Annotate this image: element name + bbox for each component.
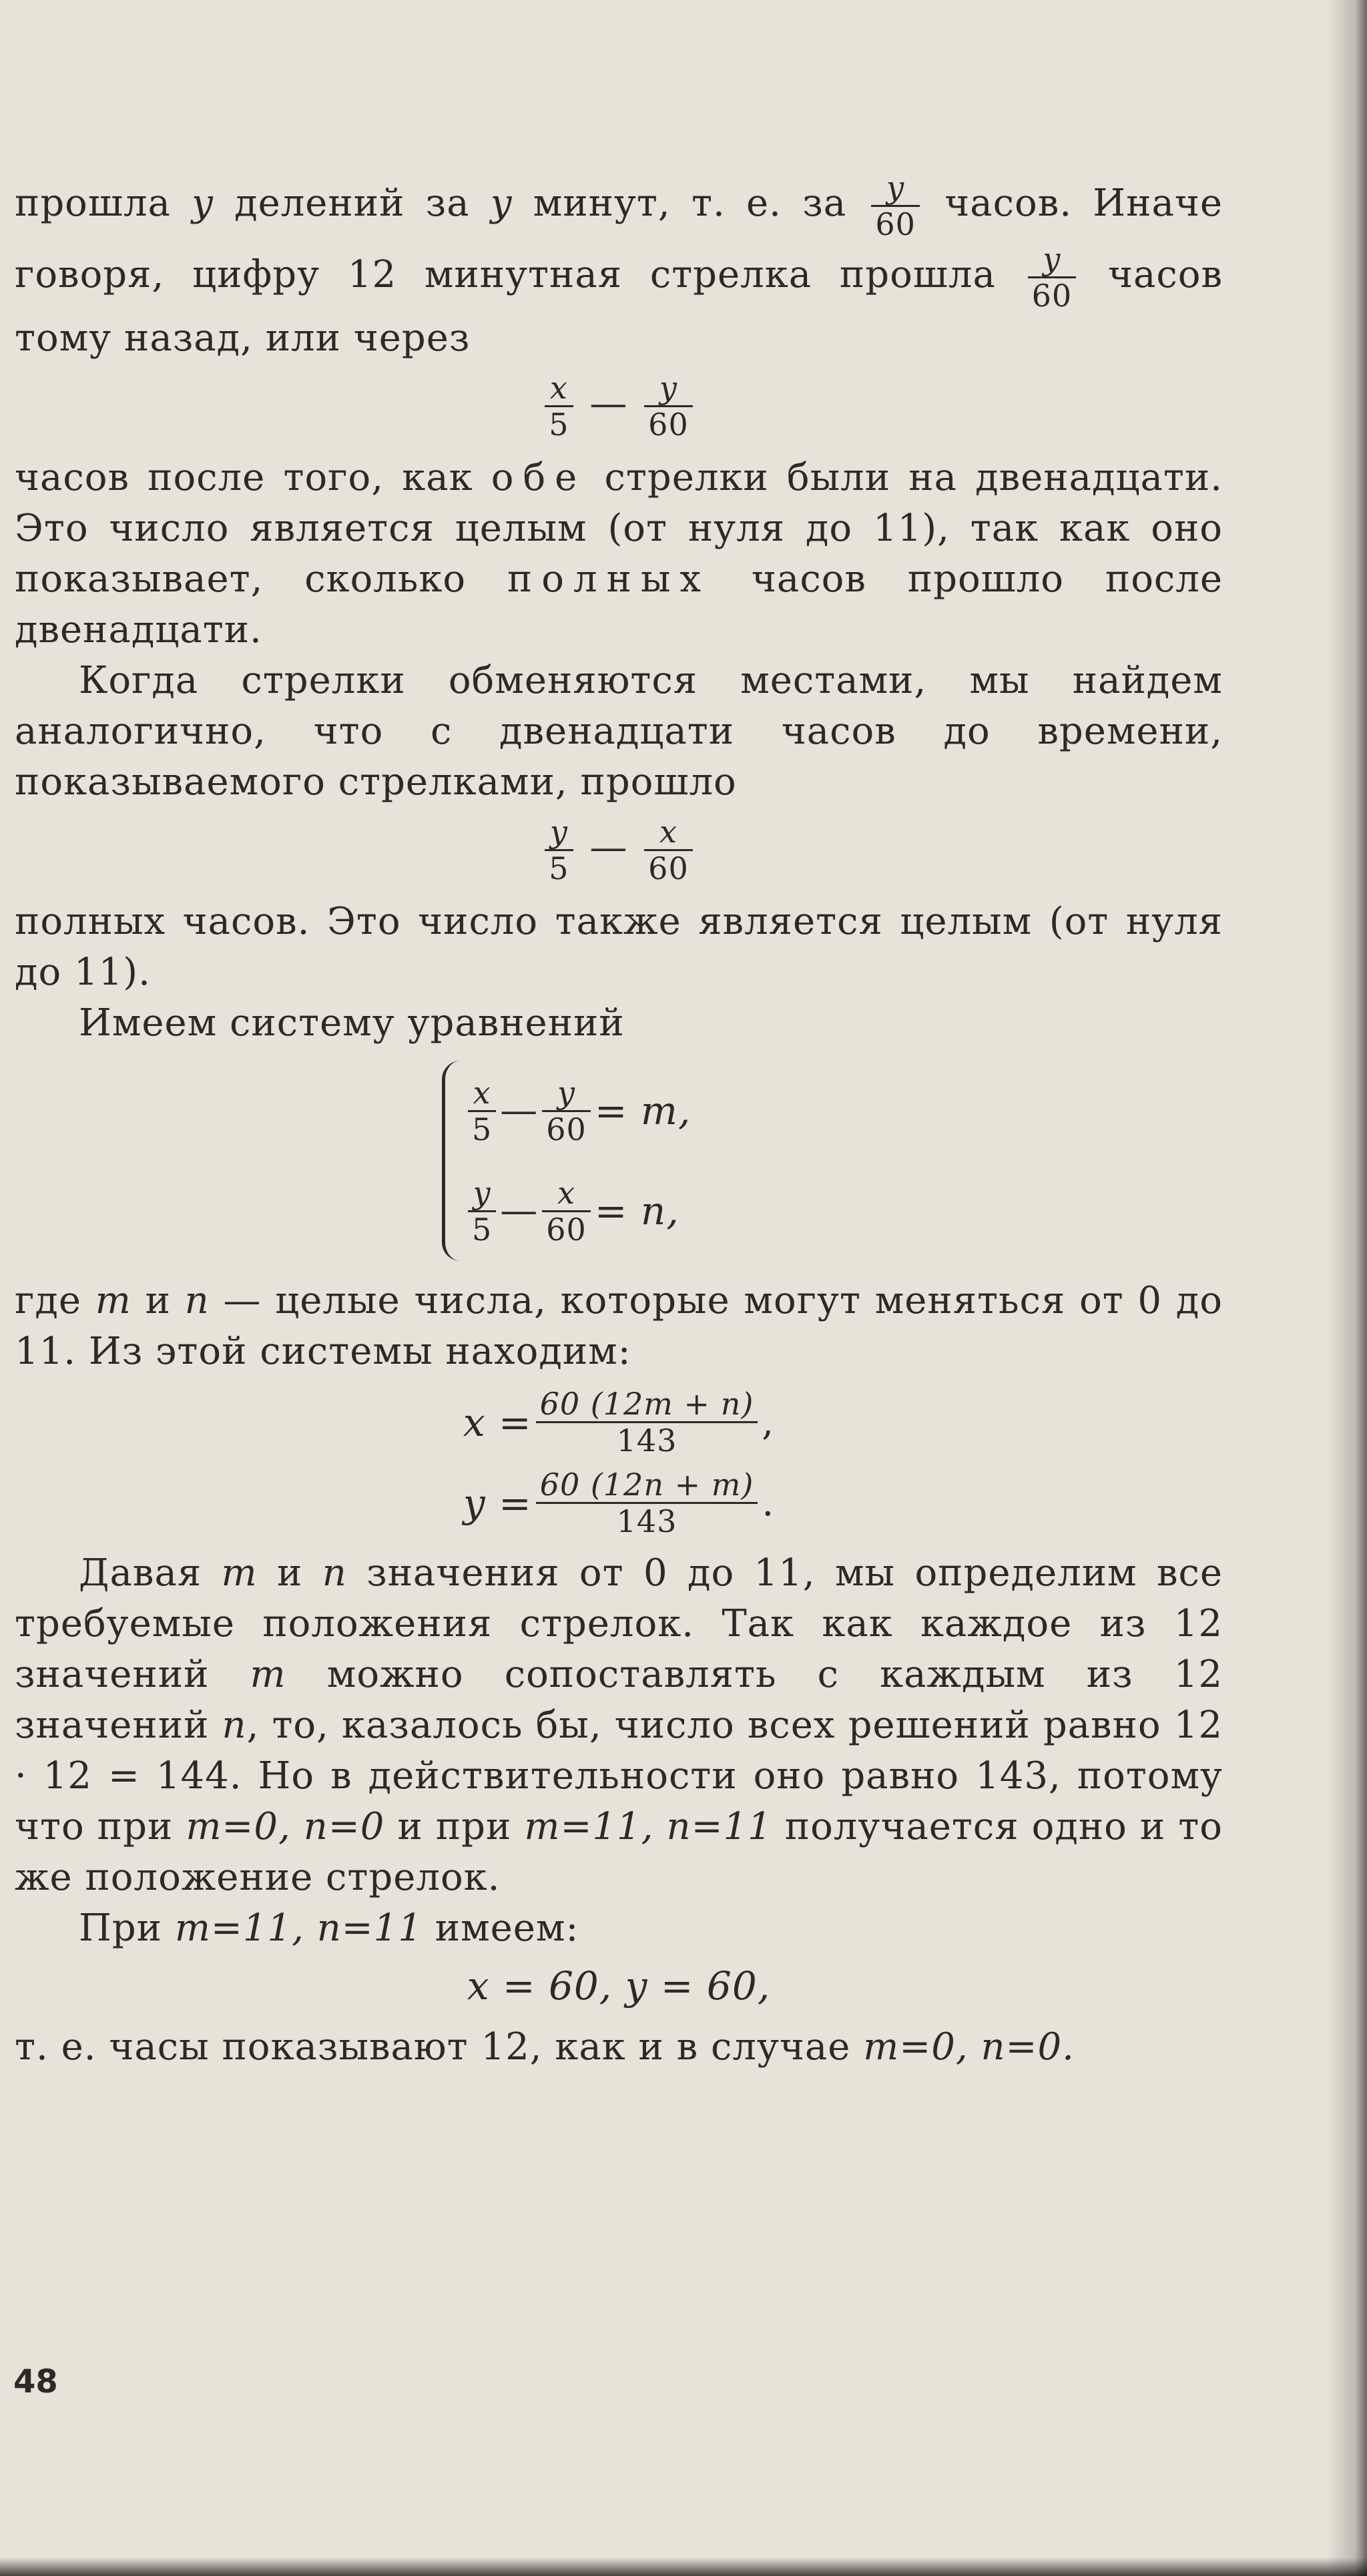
text: часов тому назад, или через (15, 253, 1223, 360)
paragraph-2: часов после того, как обе стрелки были на двенадцати. Это число является целым (от нуля до 11), так как оно показывает, сколько полных часов прошло после двенадцати. (15, 456, 1223, 652)
formula-y5-minus-x60: $\frac{y}{5}$ — $\frac{x}{60}$ (15, 814, 1223, 886)
text: часов. Иначе говоря, цифру 12 минутная стрелка прошла (15, 182, 1223, 296)
var-y: y (490, 182, 513, 225)
text: минут, т. е. за (512, 182, 868, 225)
formula-result: x = 60, y = 60, (467, 1963, 771, 2009)
text: делений за (213, 182, 491, 225)
fraction-y-60: $\frac{y}{60}$ (1028, 242, 1077, 313)
paragraph-9: т. е. часы показывают 12, как и в случае m=0, n=0. (15, 2025, 1075, 2069)
paragraph-4: полных часов. Это число также является целым (от нуля до 11). (15, 900, 1223, 994)
paragraph-7: Давая m и n значения от 0 до 11, мы определим все требуемые положения стрелок. Так как каждое из 12 значений m можно сопоставлять с каждым из 12 значений n, то, казалось бы, число всех решений равно 12 · 12 = 144. Но в действительности оно равно 143, потому что при m=0, n=0 и при m=11, n=11 получается одно и то же положение стрелок. (15, 1551, 1223, 1899)
text: прошла (15, 182, 192, 225)
page-bottom-shadow (0, 2557, 1367, 2576)
paragraph-5: Имеем систему уравнений (79, 1001, 625, 1045)
var-y: y (192, 182, 214, 225)
paragraph-8: При m=11, n=11 имеем: (79, 1906, 579, 1950)
formula-x5-minus-y60: $\frac{x}{5}$ — $\frac{y}{60}$ (15, 370, 1223, 442)
formula-x: x = $\frac{60 (12m + n)}{143}$ , (463, 1386, 775, 1459)
equation-system (442, 1061, 1223, 1261)
page-edge-shadow (1327, 0, 1367, 2576)
equation-2: $\frac{y}{5}$ — $\frac{x}{60}$ = n, (464, 1161, 1223, 1261)
paragraph-6: где m и n — целые числа, которые могут меняться от 0 до 11. Из этой системы находим: (15, 1279, 1223, 1373)
formula-y: y = $\frac{60 (12n + m)}{143}$ . (463, 1467, 775, 1539)
paragraph-3: Когда стрелки обменяются местами, мы найдем аналогично, что с двенадцати часов до времени, показываемого стрелками, прошло (15, 659, 1223, 804)
page-body (15, 170, 1223, 2073)
fraction-y-60: $\frac{y}{60}$ (871, 170, 920, 242)
emphasis-text: полных (507, 557, 711, 601)
equation-1: $\frac{x}{5}$ — $\frac{y}{60}$ = m, (464, 1061, 1223, 1161)
paragraph-1 (15, 170, 1223, 364)
page-number: 48 (13, 2363, 58, 2400)
emphasis-text: обе (491, 456, 587, 499)
